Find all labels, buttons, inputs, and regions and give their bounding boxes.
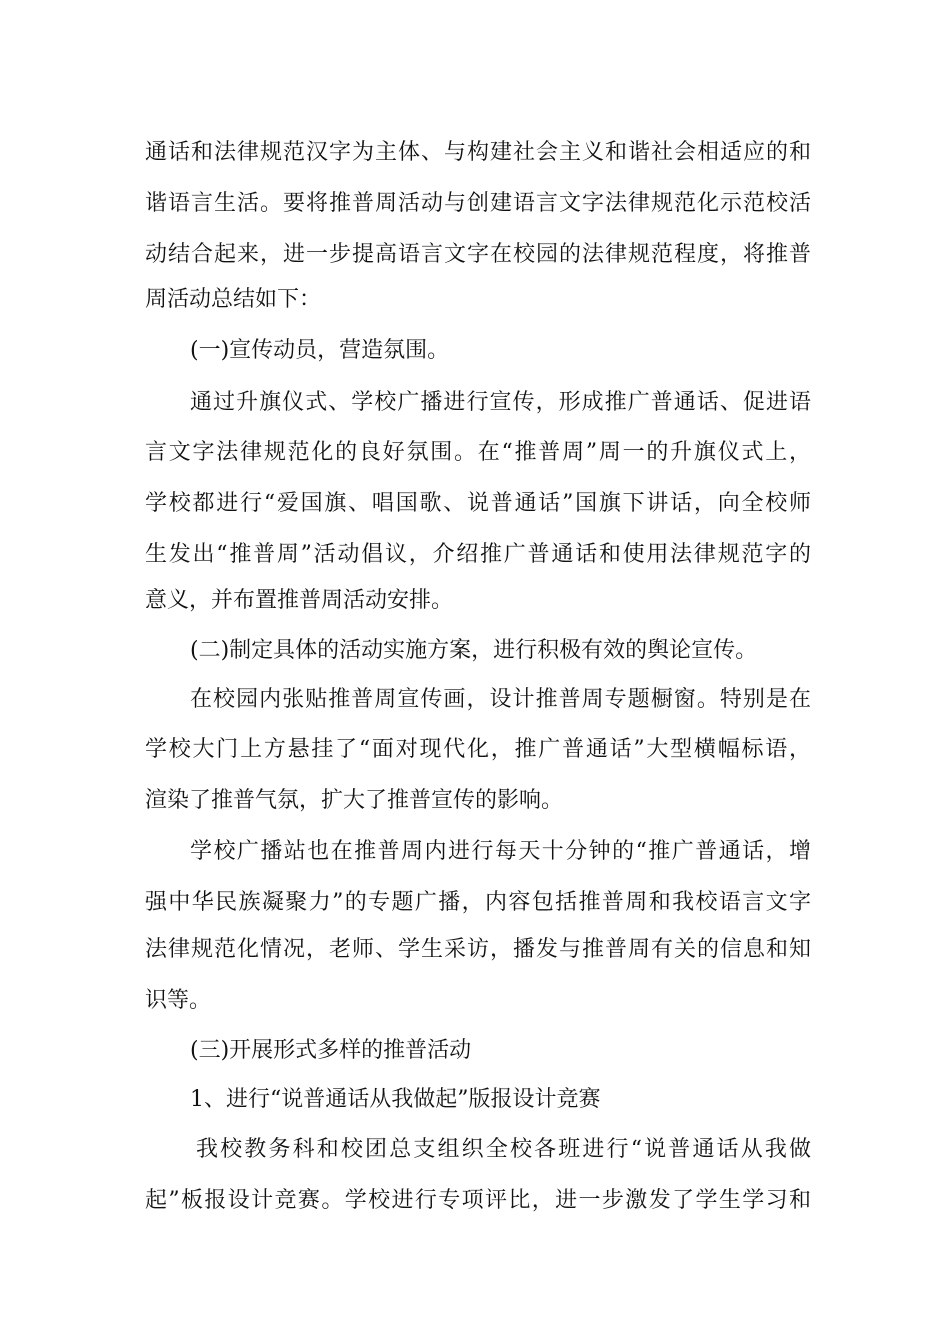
paragraph-line: 我校教务科和校团总支组织全校各班进行“说普通话从我做: [196, 1137, 811, 1162]
paragraph-line: 言文字法律规范化的良好氛围。在“推普周”周一的升旗仪式上，: [145, 440, 811, 465]
paragraph-line: 渲染了推普气氛，扩大了推普宣传的影响。: [145, 788, 564, 813]
section-heading: (二)制定具体的活动实施方案，进行积极有效的舆论宣传。: [190, 638, 758, 663]
section-heading: (一)宣传动员，营造氛围。: [190, 338, 450, 363]
paragraph-line: 法律规范化情况，老师、学生采访，播发与推普周有关的信息和知: [145, 937, 811, 962]
paragraph-line: 识等。: [145, 988, 212, 1013]
paragraph-line: 生发出“推普周”活动倡议，介绍推广普通话和使用法律规范字的: [145, 542, 811, 567]
paragraph-line: 学校广播站也在推普周内进行每天十分钟的“推广普通话，增: [190, 839, 811, 864]
paragraph-line: 在校园内张贴推普周宣传画，设计推普周专题橱窗。特别是在: [190, 687, 811, 712]
paragraph-line: 起”板报设计竞赛。学校进行专项评比，进一步激发了学生学习和: [145, 1188, 811, 1213]
paragraph-line: 周活动总结如下：: [145, 287, 322, 312]
paragraph-line: 动结合起来，进一步提高语言文字在校园的法律规范程度，将推普: [145, 242, 811, 267]
paragraph-line: 学校大门上方悬挂了“面对现代化，推广普通话”大型横幅标语，: [145, 737, 811, 762]
subsection-heading: 1、进行“说普通话从我做起”版报设计竞赛: [190, 1087, 601, 1112]
paragraph-line: 谐语言生活。要将推普周活动与创建语言文字法律规范化示范校活: [145, 191, 811, 216]
section-heading: (三)开展形式多样的推普活动: [190, 1038, 472, 1063]
paragraph-line: 意义，并布置推普周活动安排。: [145, 588, 454, 613]
paragraph-line: 学校都进行“爱国旗、唱国歌、说普通话”国旗下讲话，向全校师: [145, 491, 811, 516]
paragraph-line: 通话和法律规范汉字为主体、与构建社会主义和谐社会相适应的和: [145, 140, 811, 165]
paragraph-line: 强中华民族凝聚力”的专题广播，内容包括推普周和我校语言文字: [145, 890, 811, 915]
paragraph-line: 通过升旗仪式、学校广播进行宣传，形成推广普通话、促进语: [190, 390, 811, 415]
